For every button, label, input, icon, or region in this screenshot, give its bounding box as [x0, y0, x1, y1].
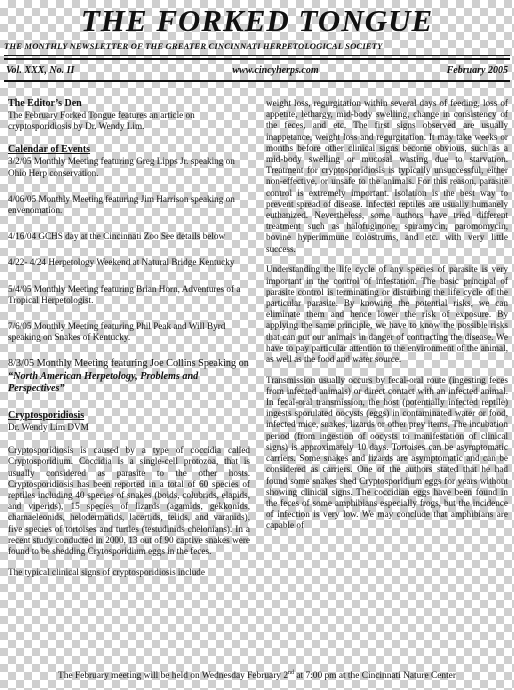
issue-info-bar: [4, 65, 510, 76]
right-column: [266, 98, 508, 587]
footer-ordinal: nd: [288, 670, 295, 676]
editors-den-text: The February Forked Tongue features an article on cryptosporidiosis by Dr. Wendy Lim.: [8, 110, 195, 132]
website-link[interactable]: www.cincyherps.com: [232, 65, 319, 76]
article-paragraph: weight loss, regurgitation within several days of feeding, loss of appetite, lethargy, mid-body swelling, change in consistency of the feces, and etc. The first signs observed are usually inappetance, weight loss and regurgitation. It may take weeks or months before other clinical signs become obvious, such as a mid-body swelling or mucosal wasting due to starvation. Treatment for cryptosporidiosis is typically unsuccessful, either non-effective, or unsafe to the animals. For this reason, parasite control is extremely important. Isolation is the best way to prevent spread of disease. Infected reptiles are usually humanely euthanized. Nevertheless, some authors have tried different treatment such as halofuginone, spiramycin, paromomycin, bovine hyperimmune colostrums, and etc. with very little success.: [266, 98, 508, 254]
event-item-featured: [8, 358, 250, 395]
event-item: 4/16/04 GCHS day at the Cincinnati Zoo See details below: [8, 231, 226, 242]
event-text: 8/3/05 Monthly Meeting featuring Joe Collins Speaking on: [8, 358, 249, 370]
editors-den-heading: The Editor’s Den: [8, 98, 82, 109]
event-item: 4/22- 4/24 Herpetology Weekend at Natural Bridge Kentucky: [8, 257, 235, 268]
footer-text-end: at 7:00 pm at the Cincinnati Nature Center: [294, 671, 456, 682]
event-item: 7/6/05 Monthly Meeting featuring Phil Peak and Will Byrd speaking on Snakes of Kentucky.: [8, 321, 226, 343]
footer-text: The February meeting will be held on Wednesday February 2: [58, 671, 289, 682]
newsletter-title: THE FORKED TONGUE: [80, 4, 434, 38]
newsletter-page: [4, 4, 510, 686]
article-heading: Cryptosporidiosis: [8, 410, 85, 422]
event-talk-title: “North American Herpetology, Problems and Perspectives”: [8, 370, 199, 394]
header-rule-thick: [4, 58, 510, 60]
infobar-rule: [4, 80, 510, 82]
article-columns: [8, 98, 508, 587]
article-paragraph: Understanding the life cycle of any species of parasite is very important in the control of infestation. The basic principal of parasite control is terminating or disturbing the life cycle of the particular parasite. By knowing the potential risks, we can eliminate them and hence lower the risk of exposure. By applying the same principle, we have to know the possible risks that can put our animals in danger of contracting the disease. We have to pay particular attention to the environment of the animal, as well as the food and water source.: [266, 264, 508, 364]
article-author: Dr. Wendy Lim DVM: [8, 422, 89, 433]
issue-date: February 2005: [446, 65, 508, 76]
header-rule: [4, 55, 510, 56]
event-item: 4/06/05 Monthly Meeting featuring Jim Harrison speaking on envenomation.: [8, 193, 235, 216]
meeting-footer: [4, 670, 510, 681]
volume-number: Vol. XXX, No. II: [6, 65, 75, 76]
article-paragraph: Cryptosporidiosis is caused by a type of coccidia called Cryptosporidium. Coccidia is a single-cell protozoa, that is usually considered as parasite to the other hosts. Cryptosporidiosis has been reported in a total of 60 species of reptiles including 40 species of snakes (boids, colubrids, elapids, and viperids), 15 species of lizards (agamids, gekkonids, chamaeleonids, helodermatids, lacertids, teiids, and varanids), five species of tortoises and turtles (testudinids chelonians). In a recent study conducted in 2000, 13 out of 90 captive snakes were found to be shedding Crytosporidium eggs in the feces.: [8, 445, 250, 557]
left-column: [8, 98, 250, 587]
article-paragraph: Transmission usually occurs by fecal-oral route (ingesting feces from infected animals) or direct contact with an infected animal. In fecal-oral transmission, the host (potentially infected reptile) ingests sporulated oocysts (eggs) in contaminated water or food, infected mice, snakes, lizards or other prey items. The incubation period (from ingestion of oocysts to manifestation of clinical signs) is approximately 10 days. Tortoises can be asymptomatic carriers. Some snakes and lizards are asymptomatic and can be considered as carriers. One of the authors stated that he had found some snakes shed Cryptosporidium eggs for years without showing clinical signs. The coccidian eggs have been found in the feces of some amphibians especially frogs, but the incidence of infection is very low. We may conclude that amphibians are capable of: [266, 374, 508, 531]
calendar-heading: Calendar of Events: [8, 144, 91, 156]
article-paragraph: The typical clinical signs of cryptosporidiosis include: [8, 566, 205, 577]
event-item: 3/2/05 Monthly Meeting featuring Greg Lipps Jr. speaking on Ohio Herp conservation.: [8, 156, 235, 178]
event-item: 5/4/05 Monthly Meeting featuring Brian Horn, Adventures of a Tropical Herpetologist.: [8, 283, 241, 305]
newsletter-subtitle: THE MONTHLY NEWSLETTER OF THE GREATER CINCINNATI HERPETOLOGICAL SOCIETY: [4, 41, 383, 51]
